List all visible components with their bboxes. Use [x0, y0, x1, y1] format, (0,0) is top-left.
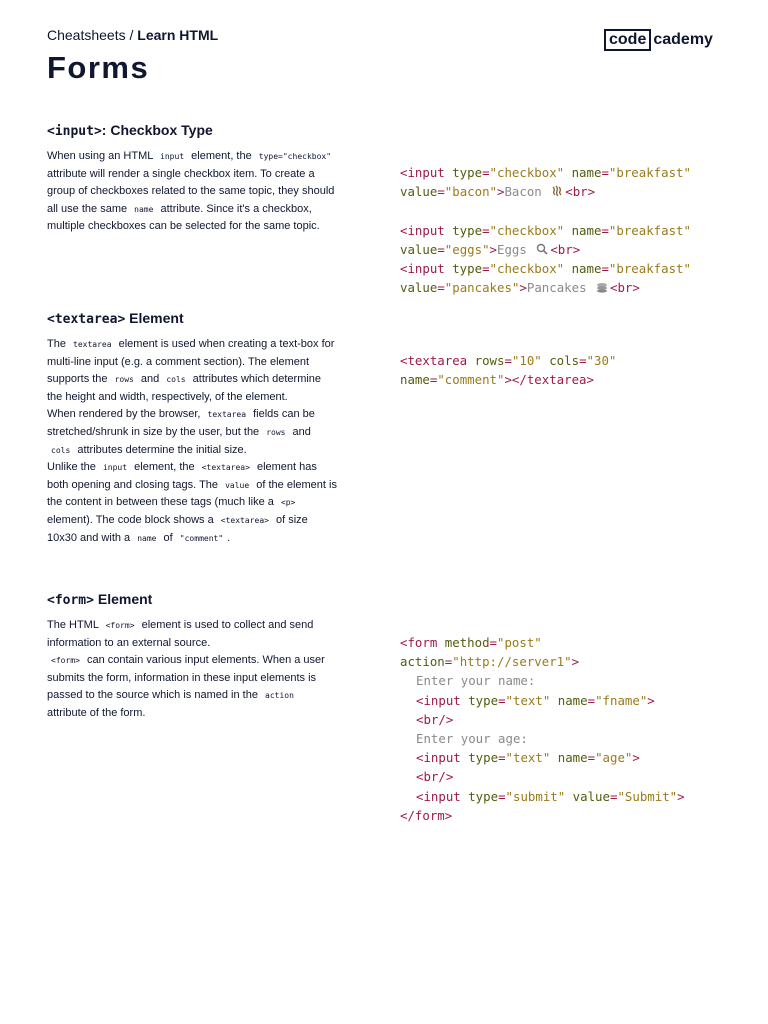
- code-line: <input type="submit" value="Submit">: [416, 788, 685, 804]
- inline-code: type="checkbox": [258, 152, 332, 161]
- code-block-form: [400, 633, 740, 825]
- inline-code: cols: [51, 445, 71, 455]
- text-run: element). The code block shows a: [47, 513, 217, 526]
- paragraph: [47, 652, 337, 722]
- code-line: <input type="text" name="age">: [416, 750, 640, 766]
- text-run: attribute. Since it's a checkbox, multiple checkboxes can be selected for the same topic.: [47, 202, 320, 233]
- heading-code: <textarea>: [47, 312, 126, 327]
- code-line: <br/>: [416, 769, 454, 785]
- inline-code: rows: [114, 375, 134, 385]
- paragraph: [47, 406, 337, 459]
- heading-text: Element: [93, 591, 153, 607]
- paragraph: [47, 459, 337, 547]
- inline-code: name: [137, 533, 157, 543]
- section-heading: [47, 310, 184, 327]
- inline-code: "comment": [179, 533, 224, 543]
- text-run: of size 10x30 and with a: [47, 513, 308, 544]
- code-line: value="pancakes">Pancakes <br>: [400, 280, 640, 296]
- inline-code: textarea: [207, 410, 247, 420]
- inline-code: <textarea>: [220, 515, 269, 525]
- text-run: of the element is the content in between these tags (much like a: [47, 478, 337, 509]
- text-run: element is used to collect and send information to an external source.: [47, 619, 314, 649]
- breadcrumb-current[interactable]: Learn HTML: [137, 27, 219, 43]
- code-line: <textarea rows="10" cols="30": [400, 353, 617, 368]
- text-run: The HTML: [47, 619, 102, 631]
- magnifier-icon: [536, 243, 548, 255]
- code-block-checkbox: [400, 163, 740, 297]
- code-line: Enter your age:: [416, 731, 528, 747]
- page-title: Forms: [47, 50, 150, 85]
- breadcrumb: [47, 27, 218, 43]
- section-description: [47, 148, 337, 236]
- codecademy-logo[interactable]: [604, 29, 713, 51]
- inline-code: input: [160, 152, 185, 161]
- code-line: value="eggs">Eggs <br>: [400, 241, 581, 257]
- bacon-icon: [551, 185, 563, 197]
- code-line: action="http://server1">: [400, 654, 580, 670]
- inline-code: name: [134, 204, 154, 214]
- section-heading: [47, 591, 152, 608]
- text-run: attributes which determine the height and width, respectively, of the element.: [47, 373, 322, 403]
- text-run: Unlike the: [47, 461, 99, 474]
- section-description: [47, 336, 337, 547]
- heading-code: <input>: [47, 124, 102, 139]
- text-run: and: [137, 373, 163, 386]
- heading-text: Element: [125, 310, 184, 326]
- logo-cademy: cademy: [653, 31, 713, 48]
- paragraph: [47, 336, 337, 406]
- inline-code: rows: [266, 427, 286, 437]
- paragraph: [47, 617, 337, 652]
- code-block-textarea: [400, 351, 740, 389]
- text-run: attribute of the form.: [47, 706, 146, 719]
- code-line: </form>: [400, 807, 453, 823]
- inline-code: value: [225, 480, 250, 490]
- text-run: element is used when creating a text-box for multi-line input (e.g. a comment section). The element supports the: [47, 338, 335, 386]
- text-run: fields can be stretched/shrunk in size by the user, but the: [47, 408, 315, 438]
- code-line: <br/>: [416, 711, 454, 727]
- code-line: <input type="checkbox" name="breakfast": [400, 222, 691, 238]
- inline-code: <p>: [280, 498, 296, 508]
- breadcrumb-parent[interactable]: Cheatsheets /: [47, 27, 134, 43]
- code-line: <input type="checkbox" name="breakfast": [400, 165, 691, 180]
- inline-code: <textarea>: [201, 463, 250, 473]
- text-run: can contain various input elements. When a user submits the form, information in these input elements is passed to the source which is named in the: [47, 654, 325, 702]
- text-run: and: [289, 425, 311, 438]
- logo-code: code: [604, 29, 651, 51]
- text-run: attributes determine the initial size.: [74, 443, 247, 456]
- text-run: of: [160, 531, 176, 544]
- inline-code: input: [102, 463, 128, 473]
- pancake-icon: [596, 281, 608, 293]
- paragraph: [47, 148, 337, 236]
- inline-code: <form>: [105, 621, 135, 630]
- code-line: <form method="post": [400, 635, 542, 650]
- code-line: Enter your name:: [416, 673, 536, 689]
- text-run: .: [227, 531, 231, 544]
- text-run: element has both opening and closing tags. The: [47, 461, 317, 491]
- code-line: <input type="checkbox" name="breakfast": [400, 261, 691, 277]
- section-description: [47, 617, 337, 723]
- inline-code: cols: [166, 375, 186, 385]
- code-line: <input type="text" name="fname">: [416, 692, 655, 708]
- text-run: When rendered by the browser,: [47, 408, 204, 421]
- inline-code: action: [265, 691, 294, 701]
- section-heading: [47, 122, 213, 139]
- inline-code: <form>: [51, 656, 80, 666]
- text-run: When using an HTML: [47, 150, 157, 162]
- inline-code: textarea: [73, 340, 112, 349]
- code-line: value="bacon">Bacon <br>: [400, 184, 596, 200]
- heading-text: : Checkbox Type: [101, 122, 213, 138]
- text-run: element, the: [131, 461, 198, 474]
- text-run: The: [47, 338, 70, 350]
- heading-code: <form>: [47, 593, 94, 608]
- code-line: name="comment"></textarea>: [400, 372, 594, 388]
- text-run: element, the: [188, 150, 255, 162]
- text-run: attribute will render a single checkbox item. To create a group of checkboxes related to the same topic, they should all use the same: [47, 167, 335, 215]
